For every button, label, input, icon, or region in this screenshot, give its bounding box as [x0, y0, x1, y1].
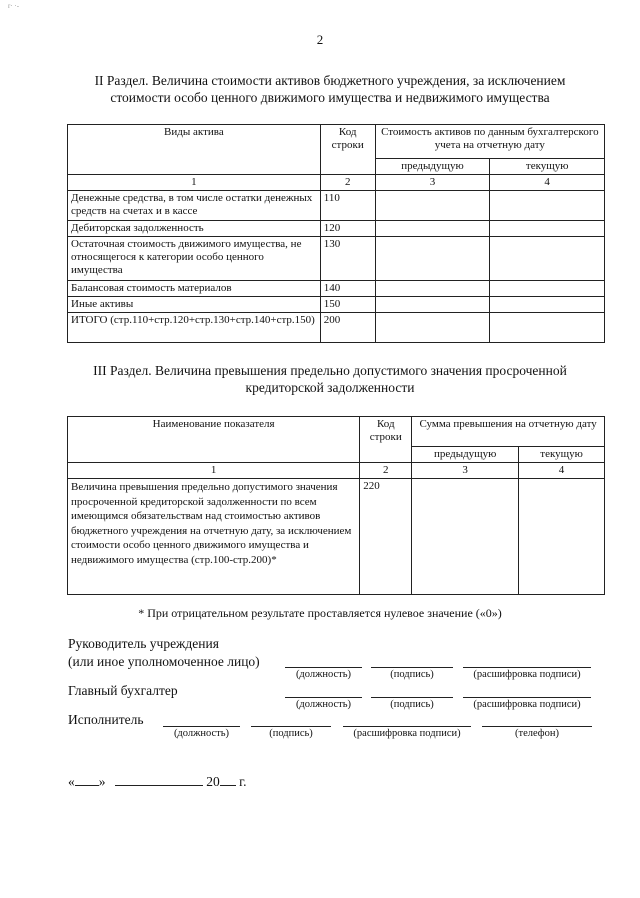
head-position-caption: (должность): [295, 669, 352, 680]
s3-row-220-curr[interactable]: [519, 479, 605, 595]
date-year-prefix: 20: [206, 774, 220, 789]
s2-row-140-name: Балансовая стоимость материалов: [68, 281, 321, 297]
s2-header-asset-type: Виды актива: [68, 125, 321, 175]
page-number: 2: [316, 32, 324, 47]
executor-phone-line[interactable]: [482, 726, 592, 727]
s3-colnum-1: 1: [68, 463, 360, 479]
s3-header-indicator: Наименование показателя: [68, 417, 360, 463]
s3-header-sum-group: Сумма превышения на отчетную дату: [412, 417, 605, 447]
s2-colnum-2: 2: [320, 175, 375, 191]
s2-row-110-name: Денежные средства, в том числе остатки денежных средств на счетах и в кассе: [68, 191, 321, 221]
s2-row-110-code: 110: [320, 191, 375, 221]
s2-colnum-1: 1: [68, 175, 321, 191]
executor-signature-line[interactable]: [251, 726, 331, 727]
section2-title-line1: II Раздел. Величина стоимости активов бюджетного учреждения, за исключением: [94, 73, 566, 88]
head-signature-caption: (подпись): [390, 669, 434, 680]
s2-row-110-prev[interactable]: [375, 191, 490, 221]
executor-decode-caption: (расшифровка подписи): [353, 728, 461, 739]
s2-row-150-code: 150: [320, 297, 375, 313]
section3-title: [60, 362, 600, 396]
s2-row-120-curr[interactable]: [490, 221, 605, 237]
section3-title-line1: III Раздел. Величина превышения предельно допустимого значения просроченной: [93, 363, 567, 378]
executor-label: Исполнитель: [68, 712, 144, 727]
table-row: [68, 221, 605, 237]
s3-colnum-2: 2: [360, 463, 412, 479]
s2-row-140-prev[interactable]: [375, 281, 490, 297]
s2-row-150-name: Иные активы: [68, 297, 321, 313]
accountant-position-caption: (должность): [295, 699, 352, 710]
s3-header-prev: предыдущую: [412, 447, 519, 463]
s3-header-curr: текущую: [519, 447, 605, 463]
head-decode-line[interactable]: [463, 667, 591, 668]
accountant-position-line[interactable]: [285, 697, 362, 698]
date-year-blank[interactable]: [220, 785, 236, 786]
executor-position-caption: (должность): [173, 728, 230, 739]
accountant-signature-caption: (подпись): [390, 699, 434, 710]
accountant-decode-caption: (расшифровка подписи): [473, 699, 581, 710]
head-label-line1: Руководитель учреждения: [68, 636, 219, 651]
scan-artifact: r· ·-: [8, 2, 20, 10]
s2-row-110-curr[interactable]: [490, 191, 605, 221]
head-position-line[interactable]: [285, 667, 362, 668]
s3-row-220-code: 220: [360, 479, 412, 595]
date-year-suffix: г.: [239, 774, 247, 789]
executor-signature-caption: (подпись): [269, 728, 313, 739]
s2-row-150-prev[interactable]: [375, 297, 490, 313]
s3-colnum-4: 4: [519, 463, 605, 479]
s2-row-130-code: 130: [320, 237, 375, 281]
s3-row-220-name: Величина превышения предельно допустимого значения просроченной кредиторской задолженности по всем имеющимся обязательствам над стоимостью активов бюджетного учреждения на отчетную дату, за исключением стоимости особо ценного движимого имущества и недвижимого имущества (стр.100-стр.200)*: [68, 479, 360, 595]
date-close-quote: »: [98, 774, 106, 789]
chief-accountant-label: Главный бухгалтер: [68, 683, 178, 698]
accountant-signature-line[interactable]: [371, 697, 453, 698]
s2-row-130-curr[interactable]: [490, 237, 605, 281]
section2-table: [67, 124, 605, 343]
executor-position-line[interactable]: [163, 726, 240, 727]
s2-header-code: Код строки: [320, 125, 375, 175]
footnote: * При отрицательном результате проставляется нулевое значение («0»): [138, 606, 502, 620]
accountant-decode-line[interactable]: [463, 697, 591, 698]
s2-row-150-curr[interactable]: [490, 297, 605, 313]
section3-table: [67, 416, 605, 595]
s2-row-140-curr[interactable]: [490, 281, 605, 297]
s2-row-120-name: Дебиторская задолженность: [68, 221, 321, 237]
s3-row-220-prev[interactable]: [412, 479, 519, 595]
head-signature-line[interactable]: [371, 667, 453, 668]
table-row: [68, 237, 605, 281]
s2-row-200-curr[interactable]: [490, 313, 605, 343]
executor-phone-caption: (телефон): [515, 728, 559, 739]
section3-title-line2: кредиторской задолженности: [245, 380, 415, 395]
s2-row-120-code: 120: [320, 221, 375, 237]
s2-row-130-prev[interactable]: [375, 237, 490, 281]
s2-colnum-3: 3: [375, 175, 490, 191]
head-label-line2: (или иное уполномоченное лицо): [68, 654, 260, 669]
s2-header-value-group: Стоимость активов по данным бухгалтерского учета на отчетную дату: [375, 125, 604, 159]
s2-row-200-name: ИТОГО (стр.110+стр.120+стр.130+стр.140+стр.150): [68, 313, 321, 343]
date-day-blank[interactable]: [75, 785, 99, 786]
table-row: [68, 479, 605, 595]
section2-title: [60, 72, 600, 106]
section2-title-line2: стоимости особо ценного движимого имущества и недвижимого имущества: [110, 90, 550, 105]
s2-row-130-name: Остаточная стоимость движимого имущества, не относящегося к категории особо ценного имущества: [68, 237, 321, 281]
date-line: [68, 774, 247, 790]
head-decode-caption: (расшифровка подписи): [473, 669, 581, 680]
date-open-quote: «: [68, 774, 75, 789]
s2-colnum-4: 4: [490, 175, 605, 191]
s2-header-prev: предыдущую: [375, 159, 490, 175]
s2-row-140-code: 140: [320, 281, 375, 297]
table-row: [68, 281, 605, 297]
table-row: [68, 191, 605, 221]
s2-header-curr: текущую: [490, 159, 605, 175]
table-row: [68, 297, 605, 313]
s2-row-120-prev[interactable]: [375, 221, 490, 237]
s2-row-200-code: 200: [320, 313, 375, 343]
date-month-blank[interactable]: [115, 785, 203, 786]
s2-row-200-prev[interactable]: [375, 313, 490, 343]
s3-header-code: Код строки: [360, 417, 412, 463]
s3-colnum-3: 3: [412, 463, 519, 479]
table-row: [68, 313, 605, 343]
executor-decode-line[interactable]: [343, 726, 471, 727]
